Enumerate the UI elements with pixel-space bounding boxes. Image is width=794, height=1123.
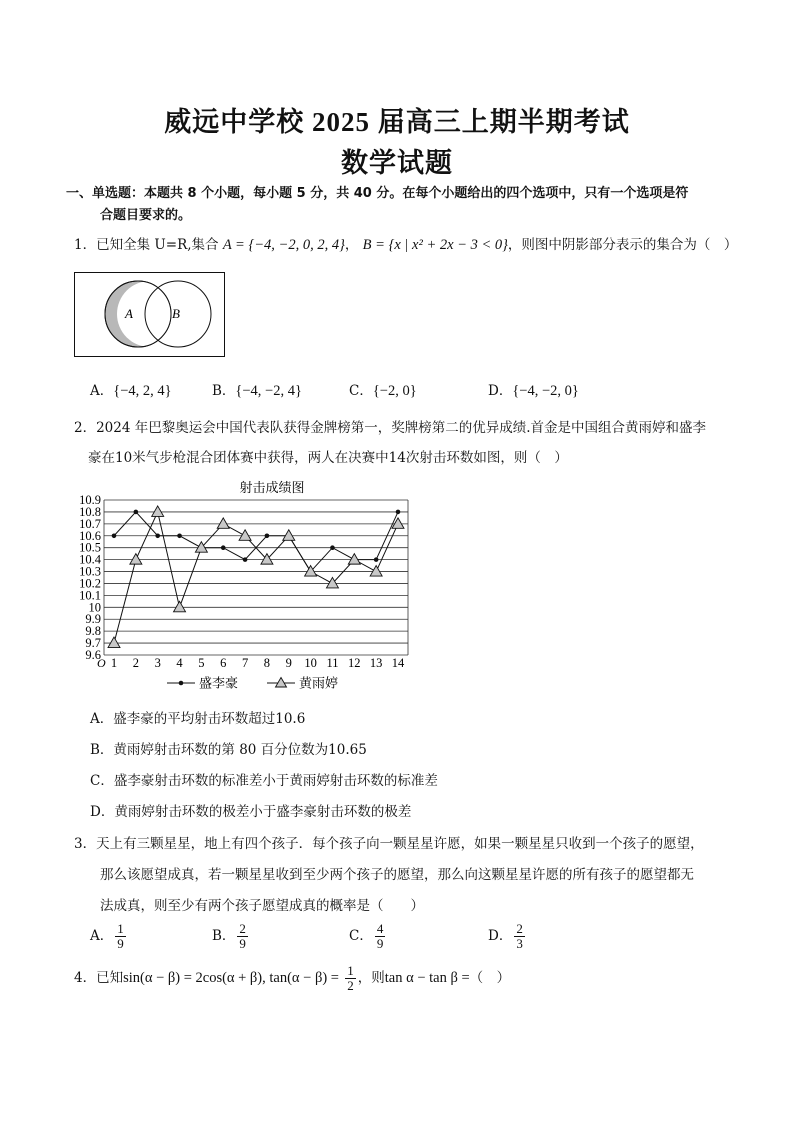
chart-legend (167, 676, 338, 691)
legend-label-sheng: 盛李豪 (199, 675, 239, 691)
question-4 (74, 964, 510, 993)
y-tick-label: 9.7 (85, 636, 101, 651)
data-point-huang (283, 530, 295, 541)
option-text: 黄雨婷射击环数的第 80 百分位数为10.65 (113, 742, 367, 758)
q3-option-d[interactable] (488, 922, 527, 951)
x-tick-label: 8 (263, 656, 271, 670)
x-tick-label: 4 (176, 656, 183, 670)
data-point-huang (392, 518, 404, 529)
data-point-sheng (265, 533, 270, 538)
x-tick-label: 6 (220, 656, 227, 670)
x-tick-label: 9 (285, 656, 292, 670)
punct: ， (344, 237, 359, 253)
y-tick-label: 10.7 (79, 516, 101, 531)
venn-diagram (74, 272, 226, 358)
question-2 (74, 416, 706, 436)
x-tick-label: 11 (326, 656, 339, 670)
numerator: 2 (516, 921, 523, 936)
x-tick-label: 5 (198, 656, 205, 670)
fraction (375, 922, 386, 951)
y-tick-label: 9.9 (85, 612, 101, 627)
denominator: 9 (376, 936, 384, 951)
data-point-huang (108, 637, 120, 648)
q1-option-d[interactable] (488, 379, 579, 400)
y-tick-label: 10 (88, 600, 101, 615)
data-point-huang (348, 554, 360, 565)
question-text: 已知全集 U=R,集合 (96, 237, 219, 253)
x-tick-label: 7 (241, 656, 249, 670)
option-label: A． (90, 383, 114, 399)
q1-option-c[interactable] (349, 379, 417, 400)
option-text: 黄雨婷射击环数的极差小于盛李豪射击环数的极差 (114, 804, 412, 820)
target-expression: tan α − tan β = (384, 970, 470, 986)
x-tick-label: 10 (304, 656, 317, 670)
y-tick-label: 10.9 (79, 493, 101, 507)
section-heading-cont: 合题目要求的。 (100, 208, 192, 223)
q1-option-a[interactable] (90, 379, 172, 400)
data-point-huang (217, 518, 229, 529)
option-label: A． (90, 928, 114, 944)
data-point-sheng (134, 510, 139, 515)
set-a-expression: A = {−4, −2, 0, 2, 4} (222, 237, 345, 253)
y-tick-label: 9.6 (85, 648, 101, 662)
data-point-sheng (330, 545, 335, 550)
option-value: {−2, 0} (372, 383, 417, 399)
denominator: 9 (239, 936, 246, 951)
data-point-huang (370, 566, 382, 577)
data-point-huang (239, 530, 251, 541)
shooting-score-chart (62, 474, 422, 696)
numerator: 2 (239, 921, 246, 936)
legend-label-huang: 黄雨婷 (299, 675, 339, 691)
section-heading: 一、单选题：本题共 8 个小题，每小题 5 分，共 40 分。在每个小题给出的四个选项中，只有一个选项是符 (66, 186, 689, 201)
legend-marker-dot (179, 681, 184, 686)
question-3 (74, 832, 704, 852)
denominator: 2 (347, 978, 354, 993)
y-tick-label: 10.5 (79, 540, 101, 555)
fraction (237, 922, 248, 951)
venn-label-b: B (172, 306, 180, 321)
data-point-sheng (374, 557, 379, 562)
x-tick-label: 1 (110, 656, 118, 670)
data-point-sheng (243, 557, 248, 562)
venn-label-a: A (125, 306, 133, 321)
q2-option-b[interactable] (90, 738, 367, 758)
x-tick-label: 13 (369, 656, 383, 670)
question-number: 2． (74, 420, 97, 436)
option-text: 盛李豪的平均射击环数超过10.6 (113, 711, 306, 727)
data-point-sheng (112, 533, 117, 538)
x-tick-label: 3 (154, 656, 161, 670)
numerator: 1 (117, 921, 124, 936)
option-label: C． (90, 773, 114, 789)
q3-option-b[interactable] (212, 922, 250, 951)
legend-marker-triangle (276, 678, 287, 688)
chart-title: 射击成绩图 (239, 480, 305, 495)
option-value: {−4, 2, 4} (113, 383, 172, 399)
exam-subtitle: 数学试题 (341, 148, 453, 178)
fraction (514, 922, 525, 951)
q2-option-a[interactable] (90, 707, 305, 727)
y-tick-label: 10.4 (79, 552, 101, 567)
denominator: 3 (516, 936, 523, 951)
fraction (345, 964, 356, 993)
fraction (115, 922, 126, 951)
q1-option-b[interactable] (212, 379, 302, 400)
data-point-huang (130, 554, 142, 565)
data-point-sheng (177, 533, 182, 538)
q2-option-d[interactable] (90, 800, 411, 820)
series-line-huang (114, 512, 398, 643)
option-label: B． (212, 383, 236, 399)
option-label: D． (488, 383, 513, 399)
question-text: （ ） (469, 970, 511, 986)
option-label: B． (90, 742, 114, 758)
set-b-expression: B = {x | x² + 2x − 3 < 0} (362, 237, 508, 253)
question-3-cont: 那么该愿望成真，若一颗星星收到至少两个孩子的愿望，那么向这颗星星许愿的所有孩子的愿望都无 (100, 867, 694, 883)
question-text: 已知 (96, 970, 124, 986)
question-text: ，则 (357, 970, 385, 986)
q3-option-c[interactable] (349, 922, 387, 951)
denominator: 9 (117, 936, 124, 951)
question-text: 天上有三颗星星，地上有四个孩子．每个孩子向一颗星星许愿，如果一颗星星只收到一个孩子的愿望， (96, 836, 704, 852)
y-tick-label: 10.6 (79, 528, 101, 543)
option-text: 盛李豪射击环数的标准差小于黄雨婷射击环数的标准差 (113, 773, 438, 789)
question-1 (74, 233, 737, 254)
q2-option-c[interactable] (90, 769, 438, 789)
x-tick-label: 12 (348, 656, 361, 670)
x-tick-label: 2 (132, 656, 139, 670)
numerator: 4 (376, 921, 384, 936)
option-label: D． (90, 804, 115, 820)
option-label: C． (349, 383, 373, 399)
x-tick-label: 14 (391, 656, 405, 670)
question-text: 2024 年巴黎奥运会中国代表队获得金牌榜第一，奖牌榜第二的优异成绩.首金是中国组合黄雨婷和盛李 (96, 420, 707, 436)
question-text: ，则图中阴影部分表示的集合为（ ） (507, 237, 738, 253)
question-2-cont: 豪在10米气步枪混合团体赛中获得，两人在决赛中14次射击环数如图，则（ ） (88, 450, 568, 466)
option-value: {−4, −2, 0} (512, 383, 579, 399)
question-number: 1． (74, 237, 97, 253)
option-label: B． (212, 928, 236, 944)
data-point-huang (174, 601, 186, 612)
data-point-huang (152, 506, 164, 517)
data-point-sheng (155, 533, 160, 538)
origin-label: O (97, 656, 106, 670)
question-number: 4． (74, 970, 97, 986)
y-tick-label: 9.8 (85, 624, 101, 639)
question-3-cont2: 法成真，则至少有两个孩子愿望成真的概率是（ ） (100, 898, 424, 914)
trig-equation: sin(α − β) = 2cos(α + β), tan(α − β) = (123, 970, 339, 986)
y-tick-label: 10.3 (79, 564, 101, 579)
option-value: {−4, −2, 4} (235, 383, 302, 399)
question-number: 3． (74, 836, 97, 852)
data-point-sheng (396, 510, 401, 515)
y-tick-label: 10.8 (79, 504, 101, 519)
numerator: 1 (347, 963, 354, 978)
y-tick-label: 10.1 (79, 588, 101, 603)
q3-option-a[interactable] (90, 922, 128, 951)
y-tick-label: 10.2 (79, 576, 101, 591)
exam-title: 威远中学校 2025 届高三上期半期考试 (164, 107, 630, 137)
option-label: D． (488, 928, 513, 944)
option-label: C． (349, 928, 373, 944)
option-label: A． (90, 711, 114, 727)
data-point-sheng (221, 545, 226, 550)
